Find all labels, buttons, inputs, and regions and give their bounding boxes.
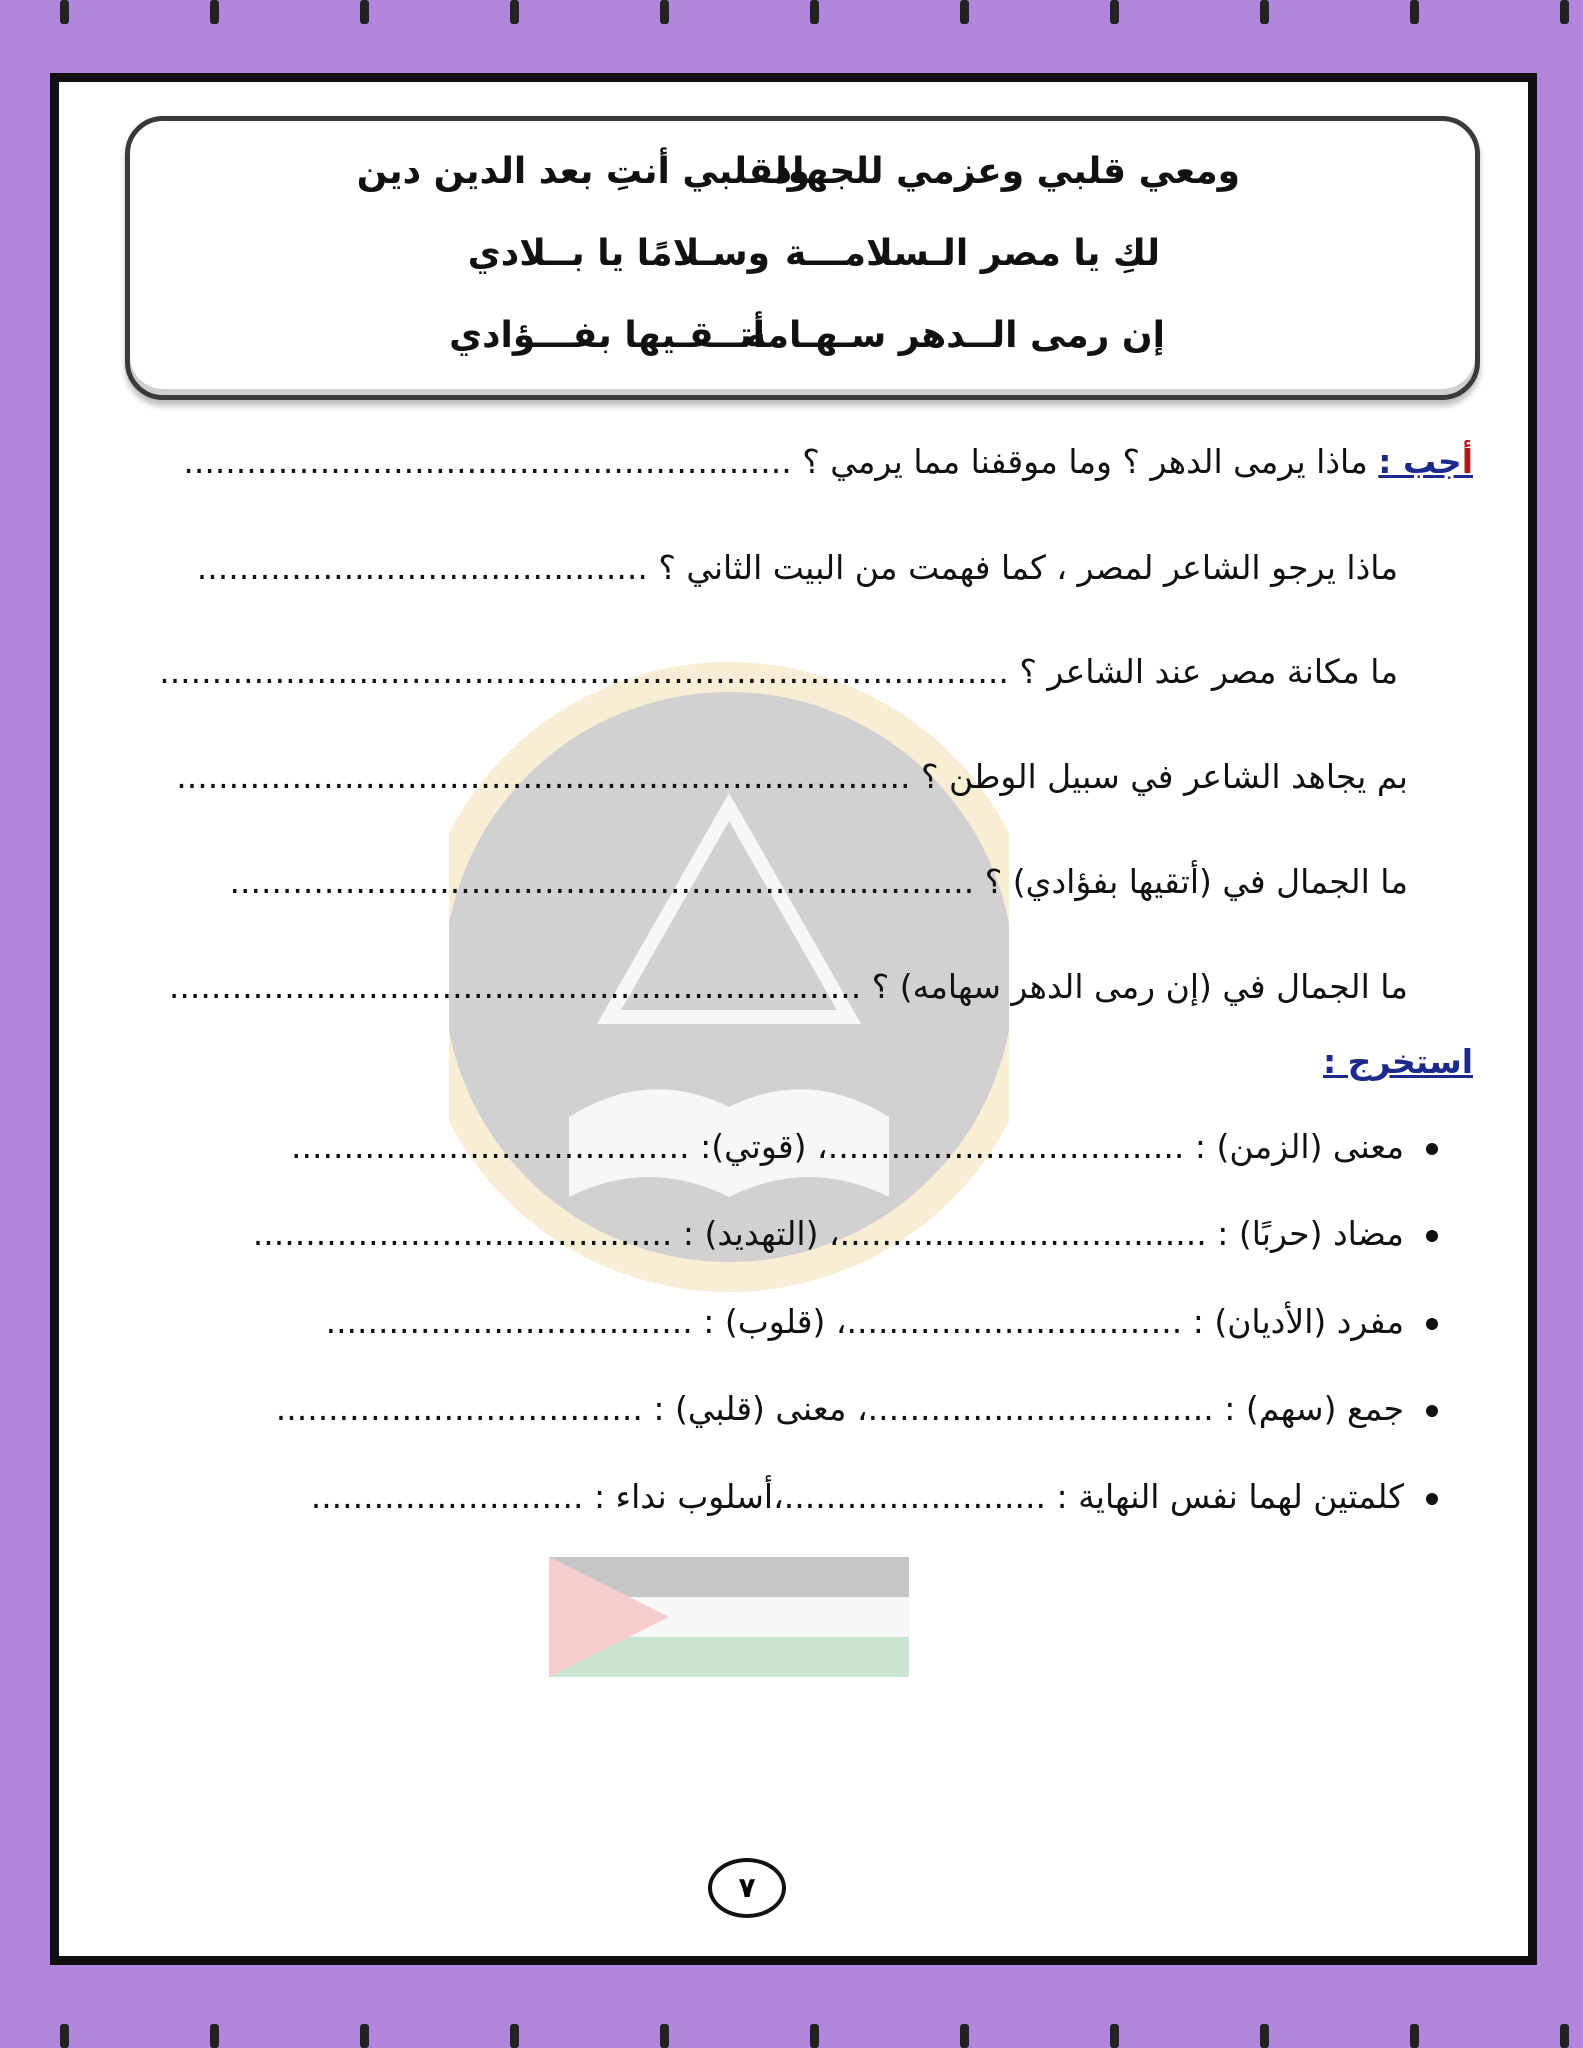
extract-item-5: كلمتين لهما نفس النهاية : .........................،أسلوب نداء : .......................... bbox=[311, 1477, 1438, 1516]
extract-item-1: معنى (الزمن) : ..................................، (قوتي): ...................................... bbox=[291, 1127, 1438, 1166]
question-2-text: ماذا يرجو الشاعر لمصر ، كما فهمت من البيت الثاني ؟ bbox=[658, 548, 1398, 587]
extract-heading-row bbox=[1323, 1042, 1473, 1081]
page-number: ٧ bbox=[708, 1858, 786, 1918]
question-4-text: بم يجاهد الشاعر في سبيل الوطن ؟ bbox=[921, 757, 1408, 796]
extract-heading: استخرج : bbox=[1322, 1042, 1473, 1081]
extract-item-3: مفرد (الأديان) : ................................، (قلوب) : ................................... bbox=[326, 1302, 1438, 1341]
question-6-text: ما الجمال في (إن رمى الدهر سهامه) ؟ bbox=[871, 967, 1408, 1006]
question-5: ما الجمال في (أتقيها بفؤادي) ؟ ....................................................................... bbox=[229, 862, 1408, 901]
question-2: ماذا يرجو الشاعر لمصر ، كما فهمت من البيت الثاني ؟ ........................................... bbox=[196, 548, 1398, 587]
question-3: ما مكانة مصر عند الشاعر ؟ ................................................................................. bbox=[159, 652, 1398, 691]
bottom-decoration bbox=[0, 2024, 1583, 2048]
verse-2-second-half: وسـلامًا يا بــلادي bbox=[467, 233, 770, 274]
question-4: بم يجاهد الشاعر في سبيل الوطن ؟ ...................................................................... bbox=[176, 757, 1408, 796]
question-1: أجب : ماذا يرمى الدهر ؟ وما موقفنا مما يرمي ؟ .......................................................... bbox=[183, 442, 1473, 481]
poem-box bbox=[125, 116, 1480, 400]
verse-1-first-half: ومعي قلبي وعزمي للجهاد bbox=[773, 151, 1240, 192]
question-3-text: ما مكانة مصر عند الشاعر ؟ bbox=[1019, 652, 1398, 691]
extract-item-4: جمع (سهم) : .................................، معنى (قلبي) : ................................... bbox=[276, 1389, 1438, 1428]
verse-3-second-half: أتــقـيها بفـــؤادي bbox=[449, 315, 765, 356]
verse-1-second-half: ولقلبي أنتِ بعد الدين دين bbox=[356, 151, 810, 192]
top-decoration bbox=[0, 0, 1583, 24]
question-1-text: ماذا يرمى الدهر ؟ وما موقفنا مما يرمي ؟ bbox=[802, 442, 1368, 481]
verse-3-first-half: إن رمى الــدهر سـهـامه bbox=[744, 315, 1165, 356]
question-6: ما الجمال في (إن رمى الدهر سهامه) ؟ .................................................................. bbox=[168, 967, 1408, 1006]
worksheet-page bbox=[50, 73, 1537, 1965]
answer-heading: أجب : bbox=[1378, 442, 1473, 481]
verse-2-first-half: لكِ يا مصر الـسلامـــة bbox=[785, 233, 1160, 274]
extract-item-2: مضاد (حربًا) : ...................................، (التهديد) : ........................................ bbox=[253, 1214, 1438, 1253]
question-5-text: ما الجمال في (أتقيها بفؤادي) ؟ bbox=[984, 862, 1408, 901]
